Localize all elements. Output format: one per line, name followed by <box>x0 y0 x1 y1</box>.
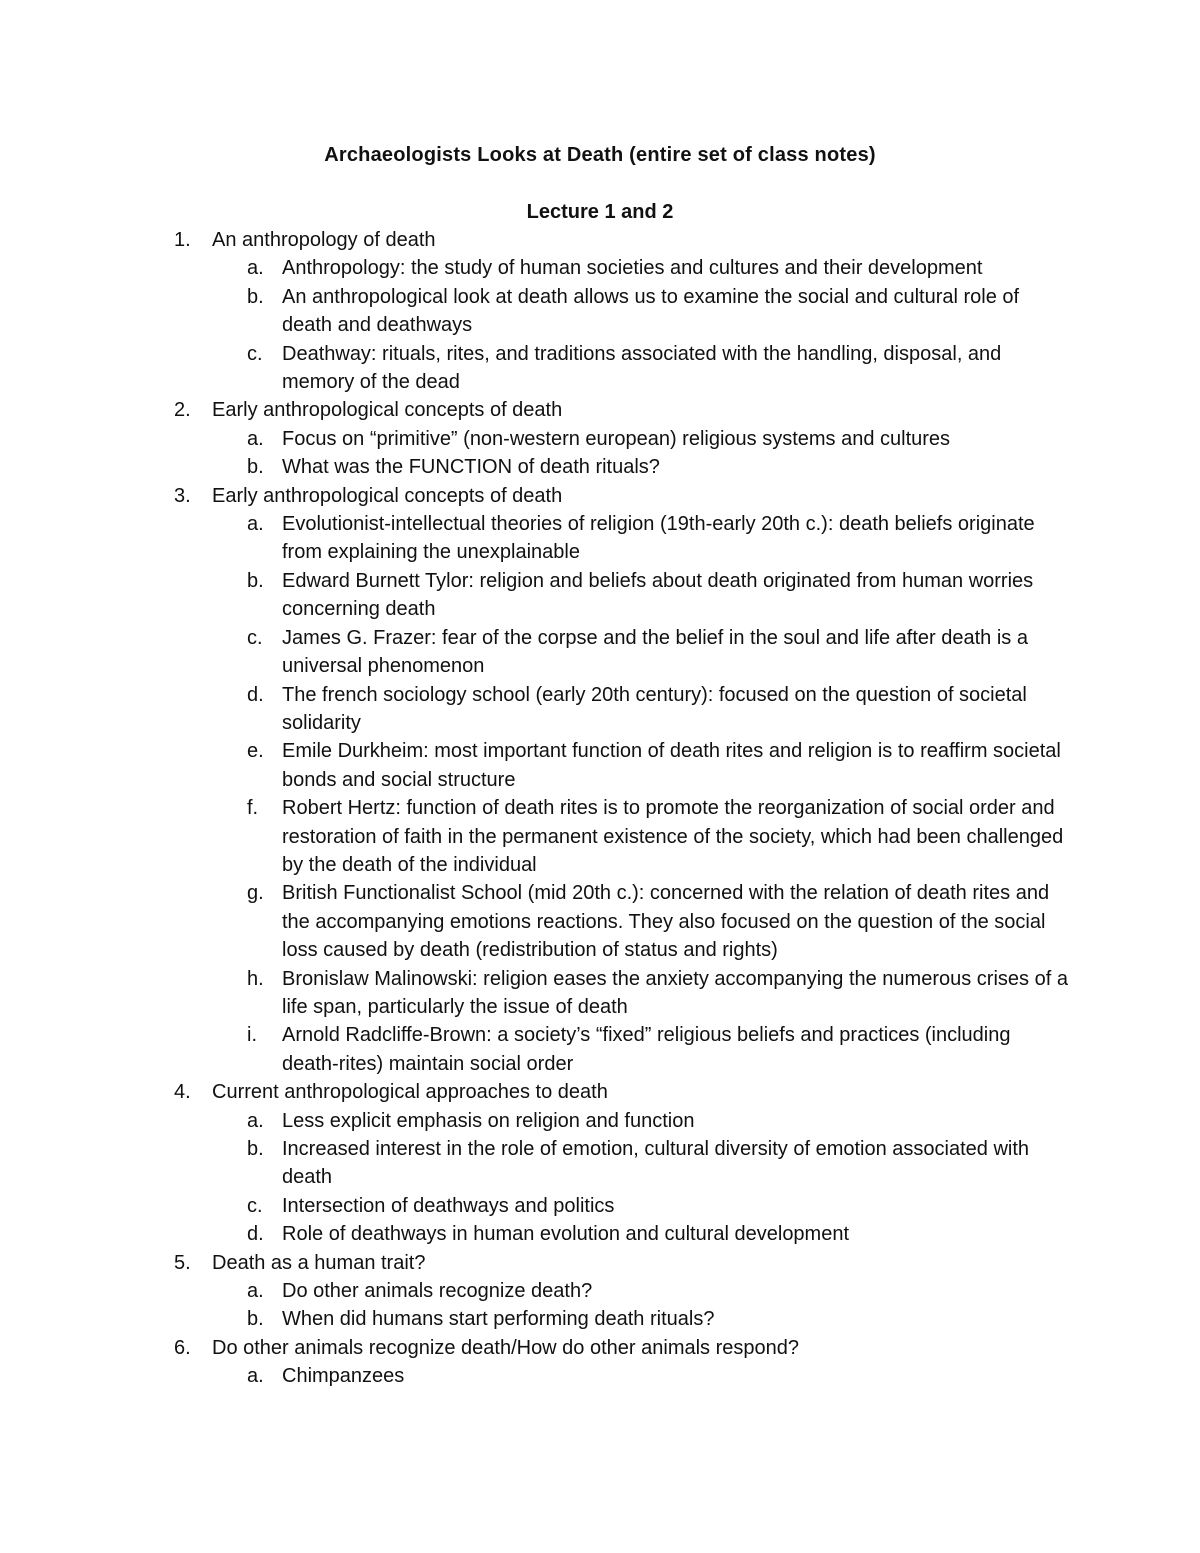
document-title: Archaeologists Looks at Death (entire set of class notes) <box>324 144 876 166</box>
sub-list-item-text: Bronislaw Malinowski: religion eases the anxiety accompanying the numerous crises of a life span, particularly the issue of death <box>282 967 1068 1018</box>
sub-list-item-letter: d. <box>247 683 264 706</box>
sub-list-item <box>0 1220 1200 1248</box>
sub-list-item-text: What was the FUNCTION of death rituals? <box>282 456 660 479</box>
sub-list-item <box>0 737 1200 794</box>
sub-list-item-text: Focus on “primitive” (non-western european) religious systems and cultures <box>282 427 951 450</box>
sub-list-item-text: Evolutionist-intellectual theories of religion (19th-early 20th c.): death beliefs originate from explaining the unexplainable <box>282 513 1035 564</box>
sub-list-item <box>0 510 1200 567</box>
list-item-number: 3. <box>174 484 191 507</box>
sub-list-item <box>0 283 1200 340</box>
sub-list-item-letter: b. <box>247 569 264 592</box>
sub-list-item-letter: a. <box>247 1365 264 1388</box>
sub-list-item-text: Emile Durkheim: most important function of death rites and religion is to reaffirm societal bonds and social structure <box>282 740 1061 791</box>
sub-list-item-letter: b. <box>247 456 264 479</box>
sub-list-item <box>0 254 1200 282</box>
sub-list-item <box>0 1192 1200 1220</box>
sub-list-item <box>0 567 1200 624</box>
sub-list-item-letter: f. <box>247 797 259 820</box>
sub-list-item-letter: c. <box>247 342 263 365</box>
sub-list-item-text: The french sociology school (early 20th century): focused on the question of societal solidarity <box>282 683 1027 734</box>
sub-list-item <box>0 624 1200 681</box>
list-item <box>0 482 1200 510</box>
sub-list-item-letter: c. <box>247 1194 263 1217</box>
sub-list-item-text: Increased interest in the role of emotion, cultural diversity of emotion associated with death <box>282 1138 1030 1189</box>
sub-list-item-text: Edward Burnett Tylor: religion and beliefs about death originated from human worries concerning death <box>282 569 1034 621</box>
list-item-text: Early anthropological concepts of death <box>212 399 563 422</box>
sub-list-item-text: Less explicit emphasis on religion and function <box>282 1109 695 1132</box>
list-item-number: 1. <box>174 229 191 251</box>
sub-list-item-text: When did humans start performing death rituals? <box>282 1308 715 1331</box>
list-item-text: Current anthropological approaches to death <box>212 1081 608 1104</box>
outline-list <box>0 226 1200 1391</box>
sub-list-item <box>0 879 1200 964</box>
sub-list-item-letter: a. <box>247 427 264 450</box>
list-item <box>0 1334 1200 1362</box>
sub-list-item-letter: h. <box>247 967 264 990</box>
sub-list-item <box>0 794 1200 879</box>
sub-list-item-text: Robert Hertz: function of death rites is to promote the reorganization of social order and restoration of faith in the permanent existence of the society, which had been challenged by the death of the individual <box>282 797 1064 876</box>
sub-list-item-text: Do other animals recognize death? <box>282 1280 593 1303</box>
sub-list-item-text: Deathway: rituals, rites, and traditions associated with the handling, disposal, and memory of the dead <box>282 342 1002 394</box>
list-item <box>0 1249 1200 1277</box>
list-item-number: 5. <box>174 1251 191 1274</box>
sub-list-item-letter: a. <box>247 1109 264 1132</box>
list-item-number: 4. <box>174 1081 191 1104</box>
sub-list-item-letter: b. <box>247 1138 264 1160</box>
list-item <box>0 1078 1200 1106</box>
sub-list-item <box>0 965 1200 1022</box>
sub-list-item-letter: a. <box>247 257 264 280</box>
sub-list-item <box>0 1305 1200 1333</box>
sub-list-item-letter: i. <box>247 1024 257 1047</box>
sub-list-item <box>0 1277 1200 1305</box>
list-item-text: An anthropology of death <box>212 229 436 251</box>
sub-list-item-letter: g. <box>247 882 264 905</box>
list-item <box>0 396 1200 424</box>
sub-list-item-text: An anthropological look at death allows us to examine the social and cultural role of death and deathways <box>282 285 1020 337</box>
sub-list-item-text: Arnold Radcliffe-Brown: a society’s “fixed” religious beliefs and practices (including death-rites) maintain social order <box>282 1024 1011 1075</box>
list-item-number: 6. <box>174 1336 191 1359</box>
lecture-heading: Lecture 1 and 2 <box>526 201 674 223</box>
list-item-number: 2. <box>174 399 191 422</box>
sub-list-item-text: British Functionalist School (mid 20th c.): concerned with the relation of death rites and the accompanying emotions reactions. They also focused on the question of the social loss caused by death (redistribution of status and rights) <box>282 882 1050 962</box>
list-item-text: Death as a human trait? <box>212 1251 426 1274</box>
list-item <box>0 226 1200 254</box>
sub-list-item-text: James G. Frazer: fear of the corpse and the belief in the soul and life after death is a universal phenomenon <box>282 626 1028 678</box>
sub-list-item <box>0 1021 1200 1078</box>
sub-list-item-text: Intersection of deathways and politics <box>282 1194 615 1217</box>
sub-list-item <box>0 1135 1200 1192</box>
sub-list-item-letter: c. <box>247 626 263 649</box>
sub-list-item-letter: b. <box>247 285 264 308</box>
list-item-text: Do other animals recognize death/How do other animals respond? <box>212 1336 800 1359</box>
sub-list-item <box>0 425 1200 453</box>
sub-list-item-letter: a. <box>247 513 264 536</box>
sub-list-item-text: Chimpanzees <box>282 1365 405 1388</box>
sub-list-item <box>0 340 1200 397</box>
sub-list-item-text: Role of deathways in human evolution and cultural development <box>282 1223 850 1246</box>
sub-list-item <box>0 453 1200 481</box>
list-item-text: Early anthropological concepts of death <box>212 484 563 507</box>
sub-list-item <box>0 1107 1200 1135</box>
sub-list-item-letter: d. <box>247 1223 264 1246</box>
sub-list-item-letter: b. <box>247 1308 264 1331</box>
sub-list-item-letter: e. <box>247 740 264 763</box>
sub-list-item-letter: a. <box>247 1280 264 1303</box>
sub-list-item <box>0 1362 1200 1390</box>
sub-list-item <box>0 681 1200 738</box>
sub-list-item-text: Anthropology: the study of human societies and cultures and their development <box>282 257 983 280</box>
